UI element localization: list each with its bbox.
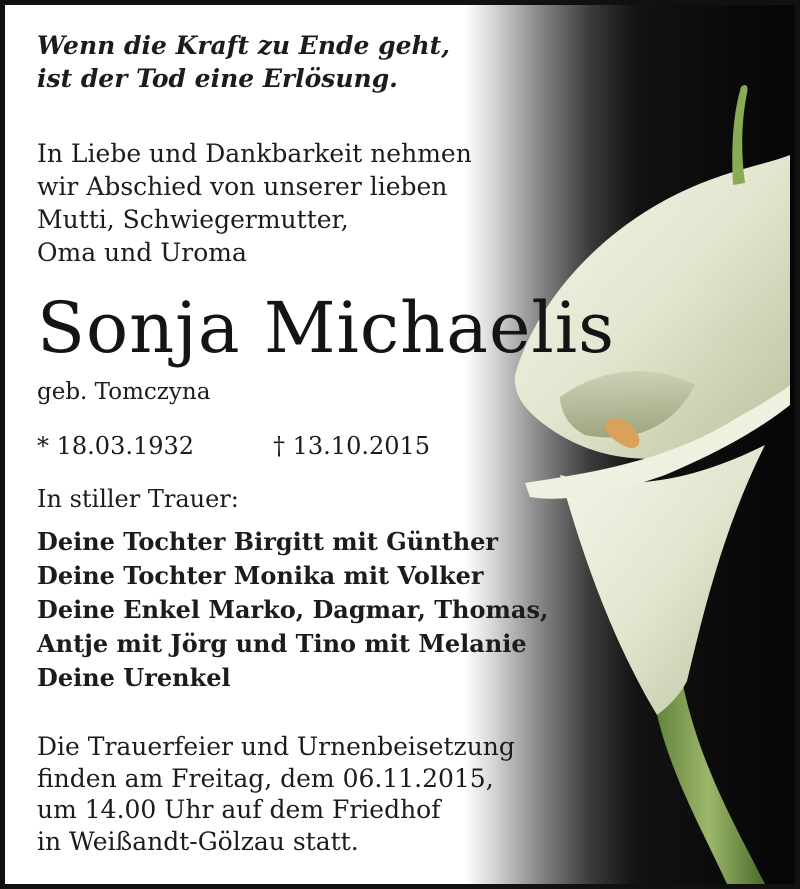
service-line: in Weißandt-Gölzau statt.: [37, 826, 359, 856]
intro-line: In Liebe und Dankbarkeit nehmen: [37, 139, 472, 168]
mourners-list: [37, 525, 548, 695]
motto-quote: [37, 29, 450, 95]
funeral-service-info: [37, 731, 515, 857]
intro-line: Mutti, Schwiegermutter,: [37, 205, 349, 234]
mourner-line: Antje mit Jörg und Tino mit Melanie: [37, 629, 527, 658]
death-date: † 13.10.2015: [273, 432, 431, 460]
intro-line: wir Abschied von unserer lieben: [37, 172, 448, 201]
motto-line: ist der Tod eine Erlösung.: [37, 64, 398, 93]
mourning-heading: In stiller Trauer:: [37, 485, 239, 513]
intro-line: Oma und Uroma: [37, 238, 247, 267]
intro-text: [37, 137, 472, 269]
deceased-name: Sonja Michaelis: [37, 287, 616, 369]
birth-name: geb. Tomczyna: [37, 379, 211, 405]
motto-line: Wenn die Kraft zu Ende geht,: [37, 31, 450, 60]
mourner-line: Deine Urenkel: [37, 663, 231, 692]
mourner-line: Deine Tochter Birgitt mit Günther: [37, 527, 499, 556]
mourner-line: Deine Enkel Marko, Dagmar, Thomas,: [37, 595, 549, 624]
service-line: finden am Freitag, dem 06.11.2015,: [37, 763, 494, 793]
service-line: Die Trauerfeier und Urnenbeisetzung: [37, 732, 515, 761]
mourner-line: Deine Tochter Monika mit Volker: [37, 561, 484, 590]
birth-date: * 18.03.1932: [37, 432, 195, 460]
service-line: um 14.00 Uhr auf dem Friedhof: [37, 795, 441, 824]
